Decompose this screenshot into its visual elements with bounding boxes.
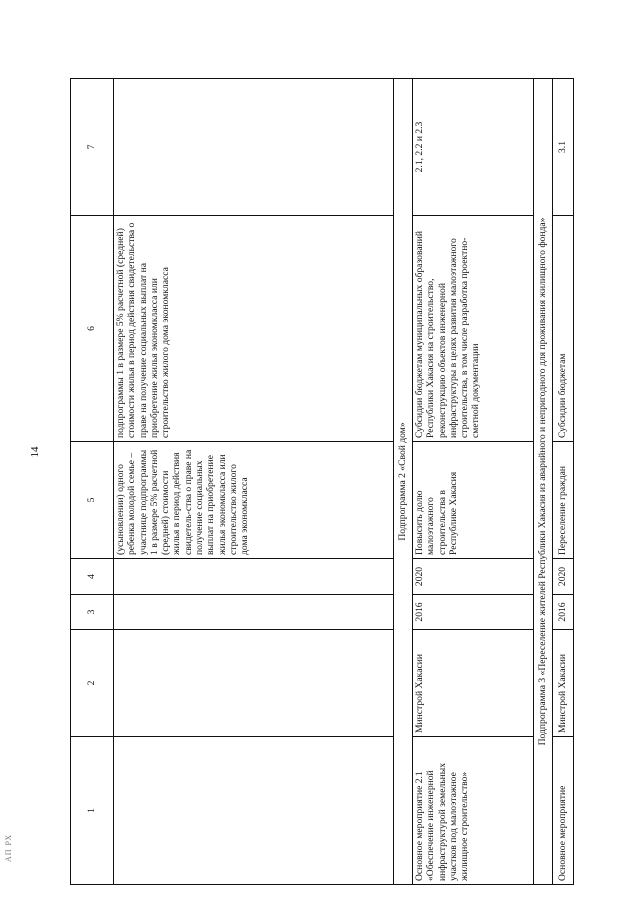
- description-cell: Субсидии бюджетам: [553, 216, 574, 442]
- header-cell-6: 6: [71, 216, 114, 442]
- table-row-measure-2-1: [413, 79, 534, 885]
- continuation-description-cell: подпрограммы 1 в размере 5% расчетной (средней) стоимости жилья в период действия свидетельства о праве на получение социальных выплат на приобретение жилья экономкласса или строительство жилого дома экономкласса: [114, 216, 394, 442]
- subprogram-2-title: Подпрограмма 2 «Свой дом»: [394, 79, 413, 885]
- program-measures-table: [70, 78, 574, 885]
- expected-result-cell: Переселение граждан: [553, 442, 574, 559]
- subprogram-2-heading-row: [394, 79, 413, 885]
- end-year-cell: 2020: [553, 559, 574, 595]
- cell-empty: [114, 79, 394, 216]
- header-cell-5: 5: [71, 442, 114, 559]
- header-cell-3: 3: [71, 595, 114, 630]
- page-number: 14: [29, 446, 41, 458]
- executor-cell: Минстрой Хакасии: [553, 630, 574, 737]
- start-year-cell: 2016: [413, 595, 534, 630]
- end-year-cell: 2020: [413, 559, 534, 595]
- cell-empty: [114, 559, 394, 595]
- continuation-result-cell: (усыновлении) одного ребенка молодой семье – участнице подпрограммы 1 в размере 5% расчетной (средней) стоимости жилья в период действия свидетель-ства о праве на получение социальных выплат на приобретение жилья экономкласса или строительство жилого дома экономкласса: [114, 442, 394, 559]
- cell-empty: [114, 737, 394, 885]
- rotated-table-container: [70, 79, 568, 885]
- expected-result-cell: Повысить долю малоэтажного строительства в Республике Хакасия: [413, 442, 534, 559]
- subprogram-3-heading-row: [534, 79, 553, 885]
- table-row-continuation: [114, 79, 394, 885]
- table-header-row: [71, 79, 114, 885]
- indicators-cell: 3.1: [553, 79, 574, 216]
- header-cell-2: 2: [71, 630, 114, 737]
- executor-cell: Минстрой Хакасии: [413, 630, 534, 737]
- table-row-measure-3-1: [553, 79, 574, 885]
- indicators-cell: 2.1, 2.2 и 2.3: [413, 79, 534, 216]
- subprogram-3-title: Подпрограмма 3 «Переселение жителей Республики Хакасия из аварийного и непригодного для проживания жилищного фонда»: [534, 79, 553, 885]
- header-cell-1: 1: [71, 737, 114, 885]
- description-cell: Субсидии бюджетам муниципальных образований Республики Хакасия на строительство, реконструкцию объектов инженерной инфраструктуры в целях развития малоэтажного строительства, в том числе разработка проектно-сметной документации: [413, 216, 534, 442]
- cell-empty: [114, 630, 394, 737]
- measure-name-cell: Основное мероприятие 2.1 «Обеспечение инженерной инфраструктурой земельных участков под малоэтажное жилищное строительство»: [413, 737, 534, 885]
- measure-name-cell: Основное мероприятие: [553, 737, 574, 885]
- start-year-cell: 2016: [553, 595, 574, 630]
- header-cell-7: 7: [71, 79, 114, 216]
- edge-stamp: АП РХ: [4, 833, 13, 862]
- header-cell-4: 4: [71, 559, 114, 595]
- cell-empty: [114, 595, 394, 630]
